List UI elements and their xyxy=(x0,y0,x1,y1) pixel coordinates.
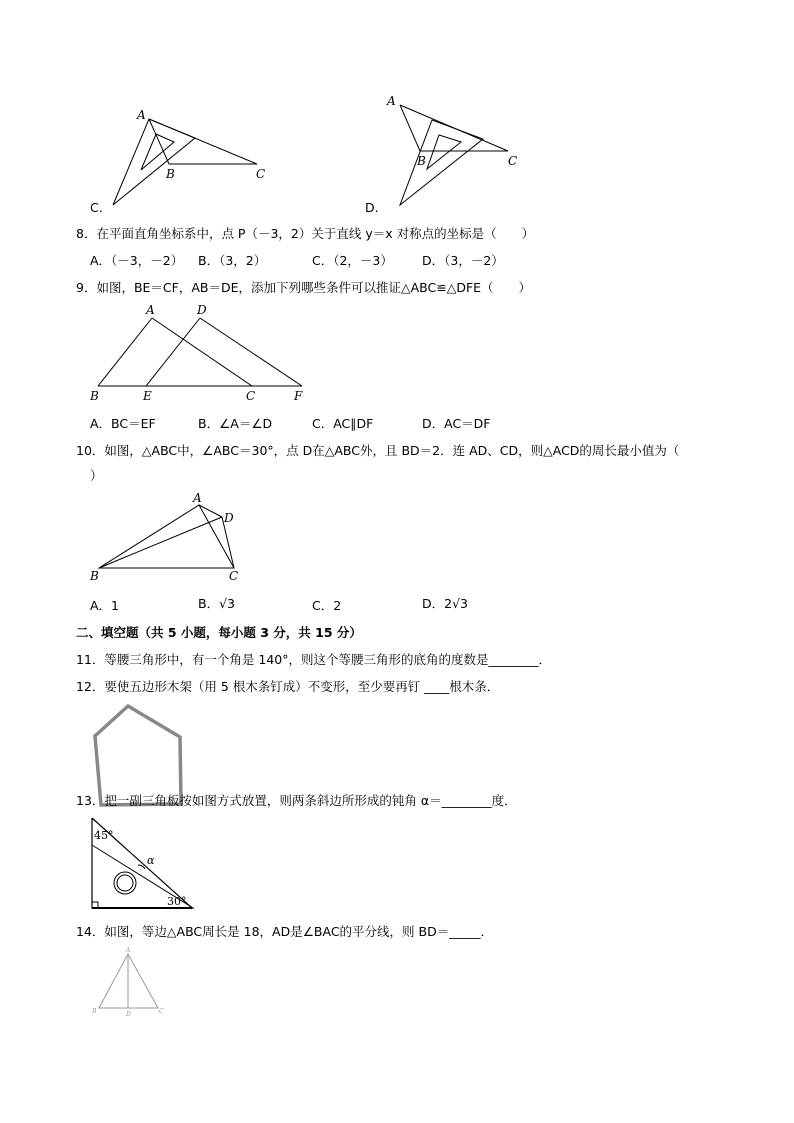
q8-option-a[interactable]: A．（－3，－2） xyxy=(90,253,184,268)
label-b: B xyxy=(92,1008,97,1015)
q9-option-a[interactable]: A．BC＝EF xyxy=(90,416,156,431)
q7-option-c[interactable]: C. xyxy=(90,200,103,215)
q11-stem: 11．等腰三角形中，有一个角是 140°，则这个等腰三角形的底角的度数是________． xyxy=(76,652,551,667)
label-b: B xyxy=(90,569,99,583)
q8-option-b[interactable]: B．（3，2） xyxy=(198,253,267,268)
q9-option-b[interactable]: B．∠A＝∠D xyxy=(198,416,273,431)
section-heading: 二、填空题（共 5 小题，每小题 3 分，共 15 分） xyxy=(76,625,362,640)
label-e: E xyxy=(143,389,152,403)
label-d: D xyxy=(224,511,234,525)
label-a: A xyxy=(193,491,202,505)
q8-option-c[interactable]: C．（2，－3） xyxy=(312,253,393,268)
label-a: A xyxy=(126,947,131,954)
q10-option-a[interactable]: A．1 xyxy=(90,598,120,613)
q9-option-c[interactable]: C．AC∥DF xyxy=(312,416,374,431)
q8-stem: 8．在平面直角坐标系中，点 P（－3，2）关于直线 y＝x 对称点的坐标是（ ） xyxy=(76,226,535,241)
q12-stem: 12．要使五边形木架（用 5 根木条钉成）不变形，至少要再钉 ____根木条． xyxy=(76,679,500,694)
label-a: A xyxy=(387,94,396,108)
label-a: A xyxy=(146,303,155,317)
label-c: C xyxy=(159,1008,164,1015)
q10-option-d[interactable]: D．2√3 xyxy=(422,596,468,611)
label-d: D xyxy=(197,303,207,317)
label-c: C xyxy=(229,569,239,583)
q8-option-d[interactable]: D．（3，－2） xyxy=(422,253,504,268)
angle-45-label: 45° xyxy=(94,829,114,842)
label-d: D xyxy=(126,1011,131,1018)
label-b: B xyxy=(417,154,426,168)
q10-stem-end: ） xyxy=(90,468,103,483)
angle-30-label: 30° xyxy=(167,895,187,908)
q10-stem: 10．如图，△ABC中，∠ABC＝30°，点 D在△ABC外，且 BD＝2．连 AD、CD，则△ACD的周长最小值为（ xyxy=(76,443,680,458)
q7-option-d[interactable]: D. xyxy=(365,200,379,215)
label-c: C xyxy=(508,154,518,168)
label-f: F xyxy=(294,389,303,403)
q9-option-d[interactable]: D．AC＝DF xyxy=(422,416,491,431)
q14-stem: 14．如图，等边△ABC周长是 18，AD是∠BAC的平分线，则 BD＝_____． xyxy=(76,924,493,939)
label-b: B xyxy=(166,167,175,181)
q10-option-c[interactable]: C．2 xyxy=(312,598,342,613)
q9-stem: 9．如图，BE＝CF，AB＝DE，添加下列哪些条件可以推证△ABC≌△DFE（ ） xyxy=(76,280,532,295)
label-c: C xyxy=(246,389,256,403)
q10-option-b[interactable]: B．√3 xyxy=(198,596,235,611)
label-b: B xyxy=(90,389,99,403)
label-a: A xyxy=(137,108,146,122)
label-c: C xyxy=(256,167,266,181)
alpha-label: α xyxy=(147,854,155,867)
q13-stem: 13．把一副三角板按如图方式放置，则两条斜边所形成的钝角 α＝________度． xyxy=(76,793,517,808)
